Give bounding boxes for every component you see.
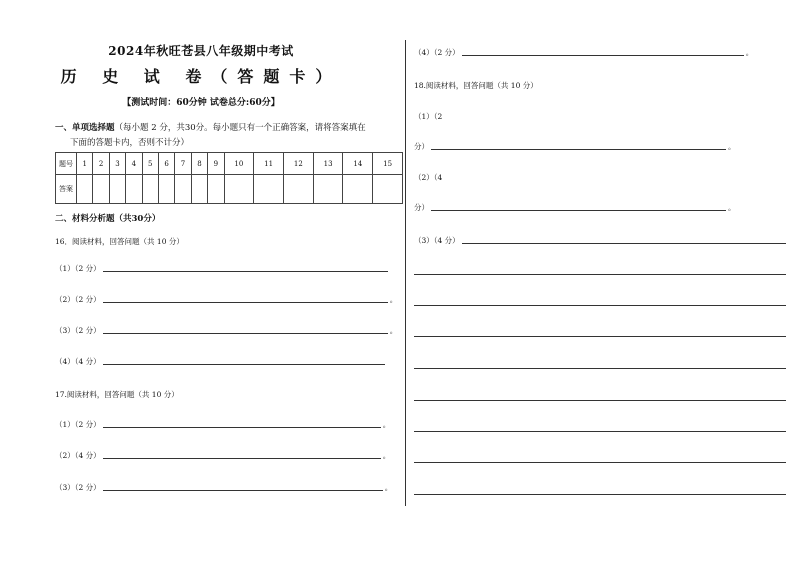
answer-label: （3）（2 分） xyxy=(55,326,101,335)
answer-end-mark: 。 xyxy=(389,326,398,335)
question-number-cell: 9 xyxy=(208,153,224,175)
answer-line[interactable] xyxy=(103,427,381,428)
answer-cell[interactable] xyxy=(208,175,224,204)
q16-item-4 xyxy=(55,356,387,367)
answer-cell[interactable] xyxy=(109,175,125,204)
question-number-cell: 12 xyxy=(283,153,313,175)
question-number-cell: 7 xyxy=(175,153,191,175)
answer-label: （4）（4 分） xyxy=(55,357,101,366)
q17-item-1 xyxy=(55,419,390,430)
answer-grid-number-row xyxy=(56,153,403,175)
answer-cell[interactable] xyxy=(313,175,343,204)
answer-line[interactable] xyxy=(103,302,388,303)
section1-desc-line1: （每小题 2 分，共30分。每小题只有一个正确答案，请将答案填在 xyxy=(114,123,366,133)
exam-title: 2024年秋旺苍县八年级期中考试 xyxy=(108,44,294,58)
answer-end-mark: 。 xyxy=(728,142,736,151)
question-number-cell: 2 xyxy=(93,153,109,175)
question-number-cell: 11 xyxy=(254,153,284,175)
question-number-cell: 5 xyxy=(142,153,158,175)
answer-end-mark: 。 xyxy=(728,203,736,212)
question-number-cell: 4 xyxy=(126,153,142,175)
q18-item-2-label-top: （2）（4 xyxy=(414,173,443,182)
section2-heading: 二、材料分析题（共30分） xyxy=(55,214,161,224)
answer-end-mark: 。 xyxy=(745,48,754,57)
answer-line[interactable] xyxy=(103,271,388,272)
answer-cell[interactable] xyxy=(283,175,313,204)
column-divider xyxy=(405,40,406,506)
answer-line[interactable] xyxy=(414,305,786,306)
answer-line[interactable] xyxy=(414,336,786,337)
answer-cell[interactable] xyxy=(343,175,373,204)
answer-end-mark: 。 xyxy=(382,451,391,460)
q17-item-3 xyxy=(55,482,392,493)
answer-line[interactable] xyxy=(414,462,786,463)
section1-desc-line2: 下面的答题卡内，否则不计分） xyxy=(70,138,190,148)
answer-cell[interactable] xyxy=(373,175,403,204)
q18-item-1 xyxy=(414,141,736,152)
answer-line[interactable] xyxy=(414,368,786,369)
answer-line[interactable] xyxy=(103,458,381,459)
question-number-cell: 6 xyxy=(158,153,174,175)
q18-item-2 xyxy=(414,202,736,213)
answer-line[interactable] xyxy=(414,274,786,275)
answer-line[interactable] xyxy=(103,490,383,491)
question-number-cell: 3 xyxy=(109,153,125,175)
question-number-cell: 8 xyxy=(191,153,207,175)
answer-cell[interactable] xyxy=(126,175,142,204)
row-label-question: 题号 xyxy=(56,153,77,175)
question-number-cell: 14 xyxy=(343,153,373,175)
answer-cell[interactable] xyxy=(77,175,93,204)
time-info: 【测试时间：60分钟 试卷总分:60分】 xyxy=(122,98,280,108)
q17-title: 17.阅读材料，回答问题（共 10 分） xyxy=(55,390,179,399)
row-label-answer: 答案 xyxy=(56,175,77,204)
question-number-cell: 15 xyxy=(373,153,403,175)
section1-heading: 一、单项选择题 xyxy=(55,123,115,133)
answer-label: （1）（2 分） xyxy=(55,420,101,429)
answer-line[interactable] xyxy=(414,400,786,401)
q16-item-2 xyxy=(55,294,397,305)
answer-line[interactable] xyxy=(462,243,786,244)
q18-item-1-label-top: （1）（2 xyxy=(414,112,443,121)
answer-cell[interactable] xyxy=(93,175,109,204)
answer-label: （2）（2 分） xyxy=(55,295,101,304)
q16-item-3 xyxy=(55,325,397,336)
question-number-cell: 1 xyxy=(77,153,93,175)
answer-label: （3）（2 分） xyxy=(55,483,101,492)
answer-label: （1）（2 分） xyxy=(55,264,101,273)
q18-title: 18.阅读材料，回答问题（共 10 分） xyxy=(414,81,538,90)
answer-label: 分） xyxy=(414,142,429,151)
answer-line[interactable] xyxy=(103,364,385,365)
answer-label: 分） xyxy=(414,203,429,212)
question-number-cell: 13 xyxy=(313,153,343,175)
answer-grid-answer-row xyxy=(56,175,403,204)
answer-end-mark: 。 xyxy=(384,483,393,492)
question-number-cell: 10 xyxy=(224,153,254,175)
answer-label: （4）（2 分） xyxy=(414,48,460,57)
answer-cell[interactable] xyxy=(191,175,207,204)
q16-item-1 xyxy=(55,263,390,274)
answer-line[interactable] xyxy=(414,494,786,495)
paper-subtitle: 历 史 试 卷（答题卡） xyxy=(60,67,342,86)
answer-label: （2）（4 分） xyxy=(55,451,101,460)
answer-cell[interactable] xyxy=(224,175,254,204)
answer-cell[interactable] xyxy=(254,175,284,204)
q16-title: 16．阅读材料，回答问题（共 10 分） xyxy=(55,237,184,246)
answer-grid xyxy=(55,152,403,204)
answer-line[interactable] xyxy=(103,333,388,334)
answer-line[interactable] xyxy=(431,149,726,150)
answer-line[interactable] xyxy=(414,431,786,432)
q18-item-3 xyxy=(414,235,786,246)
q17-item-4 xyxy=(414,47,753,58)
answer-cell[interactable] xyxy=(175,175,191,204)
answer-cell[interactable] xyxy=(142,175,158,204)
answer-end-mark: 。 xyxy=(389,295,398,304)
answer-line[interactable] xyxy=(431,210,726,211)
answer-line[interactable] xyxy=(462,55,744,56)
section1-line1 xyxy=(55,121,366,136)
answer-end-mark: 。 xyxy=(382,420,391,429)
q17-item-2 xyxy=(55,450,390,461)
answer-label: （3）（4 分） xyxy=(414,236,460,245)
answer-cell[interactable] xyxy=(158,175,174,204)
